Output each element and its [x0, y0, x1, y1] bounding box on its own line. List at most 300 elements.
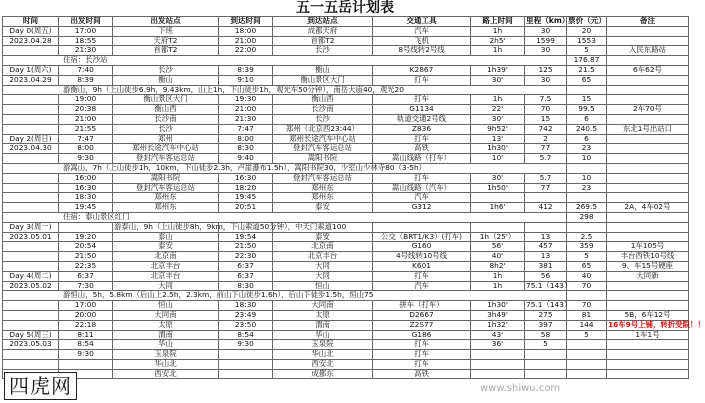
table-cell: 1h32' — [471, 320, 525, 330]
table-cell: 240.5 — [567, 124, 607, 134]
table-cell: 衡山 — [113, 75, 219, 85]
table-cell: 20:00 — [59, 310, 113, 320]
table-cell: 7.5 — [525, 95, 567, 105]
table-cell: 飞机 — [373, 36, 471, 46]
table-cell: 嵩阳书院 — [273, 154, 373, 164]
table-cell: 144 — [567, 320, 607, 330]
table-cell: 8:00 — [219, 134, 273, 144]
table-cell: 首都T2 — [113, 46, 219, 56]
schedule-table — [2, 16, 705, 379]
table-cell: 泰安 — [273, 232, 373, 242]
table-cell: 长沙南 — [113, 114, 219, 124]
table-cell — [219, 359, 273, 369]
table-cell: 华山 — [273, 330, 373, 340]
table-cell: 下班 — [113, 26, 219, 36]
table-cell: 郑州东 — [273, 193, 373, 203]
table-cell: Z836 — [373, 124, 471, 134]
table-cell: 22:18 — [59, 320, 113, 330]
table-cell: 大同南 — [273, 301, 373, 311]
table-cell: 6:37 — [219, 261, 273, 271]
table-cell — [607, 340, 689, 350]
table-cell — [471, 222, 525, 232]
table-cell: 21:00 — [219, 36, 273, 46]
table-cell — [607, 144, 689, 154]
table-cell: 西安北 — [113, 369, 219, 379]
table-cell: K601 — [373, 261, 471, 271]
table-cell: 19:30 — [219, 95, 273, 105]
table-row — [3, 310, 689, 320]
table-cell — [3, 124, 59, 134]
table-row — [3, 105, 689, 115]
table-row — [3, 75, 689, 85]
table-cell: 公交（BRT1/K3）(打车) — [373, 232, 471, 242]
table-cell: 21:00 — [219, 105, 273, 115]
page-title: 五一五岳计划表 — [296, 0, 394, 16]
table-cell: 渭南 — [113, 330, 219, 340]
table-cell: 1h6' — [471, 203, 525, 213]
table-cell: 华山北 — [273, 350, 373, 360]
table-cell: 75.1（143） — [526, 280, 572, 290]
table-row — [3, 212, 689, 222]
table-cell: 19:45 — [59, 203, 113, 213]
table-cell: 衡山景区大门 — [113, 95, 219, 105]
merged-note-cell: 游嵩山，7h（上山徒步1h，10km，下山徒步2.3h，卢崖瀑布1.5h），嵩阳书院30，少室山少林寺80（3-5h） — [3, 163, 567, 173]
table-cell: Day 4(周二) — [3, 271, 59, 281]
table-cell — [3, 310, 59, 320]
table-cell: 8:54 — [59, 340, 113, 350]
table-cell: 10 — [567, 154, 607, 164]
table-cell: 16:00 — [59, 173, 113, 183]
table-cell: 40' — [471, 252, 525, 262]
table-cell: 太原 — [273, 310, 373, 320]
table-cell: 1553 — [567, 36, 607, 46]
table-cell: 渭南 — [273, 320, 373, 330]
table-cell: 23:49 — [219, 310, 273, 320]
col-header: 路上时间 — [471, 17, 525, 27]
table-cell: 入民东路站 — [607, 46, 689, 56]
table-cell — [607, 291, 689, 301]
table-cell — [607, 350, 689, 360]
table-cell: 30' — [471, 173, 525, 183]
col-header: 备注 — [607, 17, 689, 27]
table-body — [3, 25, 705, 379]
table-cell: 1h30' — [471, 301, 525, 311]
table-cell: 9:30 — [59, 154, 113, 164]
table-cell: 太原 — [113, 320, 219, 330]
table-cell: 衡山西 — [113, 105, 219, 115]
table-cell: 269.5 — [567, 203, 607, 213]
table-cell — [219, 369, 273, 379]
col-header: 到达站点 — [273, 17, 373, 27]
table-cell: 北京丰台 — [113, 271, 219, 281]
table-cell: 13 — [525, 252, 567, 262]
table-cell: 9h52' — [471, 124, 525, 134]
table-cell: 16:30 — [59, 183, 113, 193]
table-cell: 18:30 — [219, 301, 273, 311]
table-cell: 恒山 — [273, 281, 373, 291]
table-cell — [471, 350, 525, 360]
table-cell: 汽车 — [373, 26, 471, 36]
table-cell: Day 5(周三) — [3, 330, 59, 340]
table-cell: 打车 — [373, 350, 471, 360]
table-cell: 打车 — [373, 359, 471, 369]
table-cell: 登封汽车客运总站 — [273, 173, 373, 183]
table-cell: 打车 — [373, 173, 471, 183]
table-cell: 275 — [525, 310, 567, 320]
table-cell: 首都T2 — [273, 36, 373, 46]
table-cell — [567, 369, 607, 379]
table-cell: 长沙南 — [273, 105, 373, 115]
table-cell: 457 — [525, 242, 567, 252]
col-header: 时间 — [3, 17, 59, 27]
table-cell: 5B，6车12号 — [607, 310, 689, 320]
table-cell — [607, 134, 689, 144]
table-cell — [607, 154, 689, 164]
table-cell: Day 0(周五) — [3, 26, 59, 36]
table-cell — [373, 222, 471, 232]
table-cell: 1h — [471, 271, 525, 281]
table-cell: K2867 — [373, 65, 471, 75]
table-cell: 30 — [525, 75, 567, 85]
table-cell: 99.5 — [567, 105, 607, 115]
table-cell — [567, 163, 607, 173]
table-cell: 拼车（打车） — [373, 301, 471, 311]
table-cell: 22:00 — [219, 46, 273, 56]
table-cell: 大同 — [273, 271, 373, 281]
table-cell: 8:39 — [59, 75, 113, 85]
table-cell: 轨道交通2号线 — [373, 114, 471, 124]
table-cell: 21:30 — [219, 114, 273, 124]
table-cell — [3, 359, 59, 369]
table-cell: 泰山 — [113, 232, 219, 242]
merged-note-cell: 游恒山，5h，5.8km（后山上2.5h，2.3km，前山下山徒步1.6h），后山下徒步1.5h，恒山75 — [3, 291, 567, 301]
table-cell: 5 — [525, 340, 567, 350]
table-cell: 176.87 — [567, 56, 607, 66]
table-cell — [3, 203, 59, 213]
table-cell: 5 — [567, 330, 607, 340]
table-cell: 6 — [567, 134, 607, 144]
table-cell — [3, 261, 59, 271]
table-cell: 大同 — [113, 281, 219, 291]
table-row — [3, 252, 689, 262]
table-cell: 23 — [567, 144, 607, 154]
table-cell: 18:30 — [59, 193, 113, 203]
col-header: 交通工具 — [373, 17, 471, 27]
table-cell: 21.5 — [567, 65, 607, 75]
table-cell — [607, 85, 689, 95]
table-cell: 18:20 — [219, 183, 273, 193]
table-cell: 70 — [567, 301, 607, 311]
table-cell — [525, 350, 567, 360]
table-cell: 13 — [525, 232, 567, 242]
table-cell — [607, 359, 689, 369]
table-cell — [3, 350, 59, 360]
table-cell: 125 — [525, 65, 567, 75]
table-cell — [3, 301, 59, 311]
table-cell: 40 — [567, 271, 607, 281]
table-cell: 大同 — [273, 261, 373, 271]
table-cell: 华山 — [113, 340, 219, 350]
table-cell — [607, 183, 689, 193]
col-header: 票价（元） — [568, 16, 606, 25]
col-header: 到达时间 — [219, 17, 273, 27]
table-cell: 381 — [525, 261, 567, 271]
table-cell: 30 — [525, 46, 567, 56]
table-cell: 5 — [567, 46, 607, 56]
table-row — [3, 154, 689, 164]
table-cell: 9:10 — [219, 75, 273, 85]
table-cell: 43' — [471, 330, 525, 340]
table-cell: 嵩阳书院 — [113, 173, 219, 183]
table-cell: 天府T2 — [113, 36, 219, 46]
table-cell: 华山北 — [113, 359, 219, 369]
table-cell: 大同新 — [607, 271, 689, 281]
table-cell: 1h — [471, 281, 525, 291]
table-row — [3, 340, 689, 350]
col-header: 出发站点 — [113, 17, 219, 27]
table-cell: 16:30 — [219, 173, 273, 183]
table-cell: 20 — [567, 26, 607, 36]
table-cell: 21:30 — [59, 46, 113, 56]
table-cell: 81 — [567, 310, 607, 320]
table-cell: 22:35 — [59, 261, 113, 271]
table-cell — [3, 154, 59, 164]
table-cell: 17:00 — [59, 26, 113, 36]
merged-note-cell: 住宿：长沙站 — [3, 56, 567, 66]
table-cell: 2023.05.03 — [3, 340, 59, 350]
table-cell: 衡山景区大门 — [273, 75, 373, 85]
table-row — [3, 26, 689, 36]
watermark-logo: 四虎网 — [4, 372, 77, 400]
table-cell: 70 — [567, 281, 607, 291]
table-cell: 1h30' — [471, 144, 525, 154]
table-cell: 打车 — [373, 340, 471, 350]
table-cell: 77 — [525, 183, 567, 193]
table-cell: 21:50 — [59, 252, 113, 262]
table-cell: 7:47 — [59, 134, 113, 144]
table-cell — [3, 183, 59, 193]
table-cell: 7:30 — [59, 281, 113, 291]
table-cell: 北京丰台 — [113, 261, 219, 271]
table-cell: 58 — [525, 330, 567, 340]
table-cell: 1车105号 — [607, 242, 689, 252]
table-row — [3, 320, 689, 330]
table-cell: 19:20 — [59, 232, 113, 242]
table-cell: 东北1号出站口 — [607, 124, 689, 134]
table-row — [3, 56, 689, 66]
table-cell: 2 — [525, 134, 567, 144]
table-cell — [607, 212, 689, 222]
col-header: 出发时间 — [59, 17, 113, 27]
table-cell: 郑州长途汽车中心站 — [113, 144, 219, 154]
table-cell — [3, 193, 59, 203]
table-cell: 30' — [471, 75, 525, 85]
table-cell: 9:40 — [219, 154, 273, 164]
table-cell — [3, 242, 59, 252]
table-cell — [607, 75, 689, 85]
table-cell: 衡山西 — [273, 95, 373, 105]
table-row — [3, 124, 689, 134]
table-cell: 65 — [567, 261, 607, 271]
table-cell — [607, 369, 689, 379]
table-cell — [59, 359, 113, 369]
table-cell: 1车1号 — [607, 330, 689, 340]
table-row — [3, 203, 689, 213]
table-cell — [3, 95, 59, 105]
table-cell — [607, 26, 689, 36]
table-cell: 4号线转10号线 — [373, 252, 471, 262]
table-cell: 13' — [471, 134, 525, 144]
table-cell: 9:30 — [219, 340, 273, 350]
table-cell — [607, 56, 689, 66]
table-cell: 30' — [471, 114, 525, 124]
table-cell: 打车 — [373, 134, 471, 144]
table-cell: 2023.05.02 — [3, 281, 59, 291]
table-cell: 嵩山线路（打车） — [373, 154, 471, 164]
table-row — [3, 183, 689, 193]
table-cell: 游泰山，9h（上山徒步8h，9km，下山索道50分钟），中天门索道100 — [114, 221, 347, 231]
table-cell: 5.7 — [525, 173, 567, 183]
table-cell: 20:51 — [219, 203, 273, 213]
table-cell: 玉泉院 — [113, 350, 219, 360]
table-cell: 21:00 — [59, 114, 113, 124]
table-row — [3, 350, 689, 360]
table-cell: 2023.04.28 — [3, 36, 59, 46]
table-cell: Z2S77 — [373, 320, 471, 330]
table-cell: 2.5 — [567, 232, 607, 242]
table-cell: 大同南 — [113, 310, 219, 320]
table-cell: 30 — [525, 26, 567, 36]
col-header: 里程（km） — [526, 16, 570, 25]
table-cell: 75.1（143） — [526, 300, 572, 310]
table-cell: 5 — [567, 252, 607, 262]
table-cell: 玉泉院 — [273, 340, 373, 350]
table-cell: 20:38 — [59, 105, 113, 115]
table-cell — [607, 301, 689, 311]
table-cell: 1h — [471, 26, 525, 36]
table-cell: 412 — [525, 203, 567, 213]
table-cell: 3h49' — [471, 310, 525, 320]
table-cell: Day 3(周一) — [3, 222, 59, 232]
table-cell: Day 1(周六) — [3, 65, 59, 75]
table-cell — [471, 359, 525, 369]
table-cell: 56' — [471, 242, 525, 252]
table-cell: 郑州（北京西23:44） — [273, 124, 373, 134]
table-cell: 7:47 — [219, 124, 273, 134]
merged-note-cell: 游衡山，9h（上山徒步6.9h，9.43km，山上1h，下山徒步1h，观光车50分钟），南岳大庙40，观光20 — [3, 85, 567, 95]
merged-note-cell: 住宿：泰山景区红门 — [3, 212, 567, 222]
table-cell: 742 — [525, 124, 567, 134]
table-cell: 登封汽车客运总站 — [113, 154, 219, 164]
table-cell: 打车 — [373, 75, 471, 85]
table-cell: 8:11 — [59, 330, 113, 340]
table-cell — [3, 252, 59, 262]
table-cell: G1134 — [373, 105, 471, 115]
table-cell: 北京南 — [113, 252, 219, 262]
table-cell: 郑州东 — [273, 183, 373, 193]
table-cell: 打车 — [373, 95, 471, 105]
table-cell: 登封汽车客运总站 — [273, 144, 373, 154]
table-cell: 22:30 — [219, 252, 273, 262]
table-cell: 2023.04.30 — [3, 144, 59, 154]
table-row — [3, 369, 689, 379]
table-row — [3, 222, 689, 232]
table-cell: 22' — [471, 105, 525, 115]
table-cell — [607, 222, 689, 232]
table-cell: 20:54 — [59, 242, 113, 252]
table-cell — [219, 350, 273, 360]
table-cell — [3, 114, 59, 124]
table-cell: 郑州东 — [113, 203, 219, 213]
table-cell: 6:37 — [219, 271, 273, 281]
table-cell — [3, 46, 59, 56]
table-cell: 打车 — [373, 271, 471, 281]
table-cell: 长沙 — [273, 114, 373, 124]
table-cell: 21:50 — [219, 242, 273, 252]
table-cell — [607, 114, 689, 124]
table-cell: D2667 — [373, 310, 471, 320]
table-cell — [59, 222, 113, 232]
table-cell: 1h39' — [471, 65, 525, 75]
watermark-url: www.shiwu.com — [480, 383, 561, 394]
table-cell: 泰安 — [273, 203, 373, 213]
table-cell: 恒山 — [113, 301, 219, 311]
table-cell: Day 2(周日) — [3, 134, 59, 144]
table-cell: 77 — [525, 144, 567, 154]
table-cell: 衡山 — [273, 65, 373, 75]
table-cell: 2车70号 — [607, 105, 689, 115]
table-cell: 6车62号 — [607, 65, 689, 75]
table-cell: 298 — [567, 212, 607, 222]
table-cell: 登封汽车客运总站 — [113, 183, 219, 193]
table-row — [3, 271, 689, 281]
table-cell: 6 — [567, 114, 607, 124]
table-cell: 359 — [567, 242, 607, 252]
table-cell: 7:40 — [59, 65, 113, 75]
table-cell: 2A，4车02号 — [607, 203, 689, 213]
table-cell: 8:30 — [219, 144, 273, 154]
table-cell: 65 — [567, 75, 607, 85]
table-cell: 长沙 — [113, 65, 219, 75]
table-cell — [525, 369, 567, 379]
table-cell: 1h（25'） — [471, 232, 525, 242]
table-row — [3, 65, 689, 75]
table-cell: 397 — [525, 320, 567, 330]
table-cell: 郑州东 — [113, 193, 219, 203]
table-cell: 17:00 — [59, 301, 113, 311]
table-cell: 1h — [471, 95, 525, 105]
table-cell: 6:37 — [59, 271, 113, 281]
table-cell: 长沙 — [273, 46, 373, 56]
table-cell: 8:00 — [59, 144, 113, 154]
table-cell: 36' — [471, 340, 525, 350]
table-cell: 汽车 — [373, 193, 471, 203]
table-cell: 9、车15号硬座 — [607, 261, 689, 271]
table-cell: 嵩山线路（汽车） — [373, 183, 471, 193]
table-cell: 8:54 — [219, 330, 273, 340]
table-cell: 泰安 — [113, 242, 219, 252]
table-cell: 1h — [471, 46, 525, 56]
table-cell: 2023.05.01 — [3, 232, 59, 242]
table-cell: 23:50 — [219, 320, 273, 330]
table-cell — [607, 173, 689, 183]
table-cell: 汽车 — [373, 281, 471, 291]
table-cell: 10 — [567, 173, 607, 183]
table-cell — [525, 359, 567, 369]
table-cell: 丰台西铁10号线 — [607, 252, 689, 262]
table-cell: 16车9号上铺，转折受限！！ — [608, 319, 705, 329]
table-cell: 8:30 — [219, 281, 273, 291]
